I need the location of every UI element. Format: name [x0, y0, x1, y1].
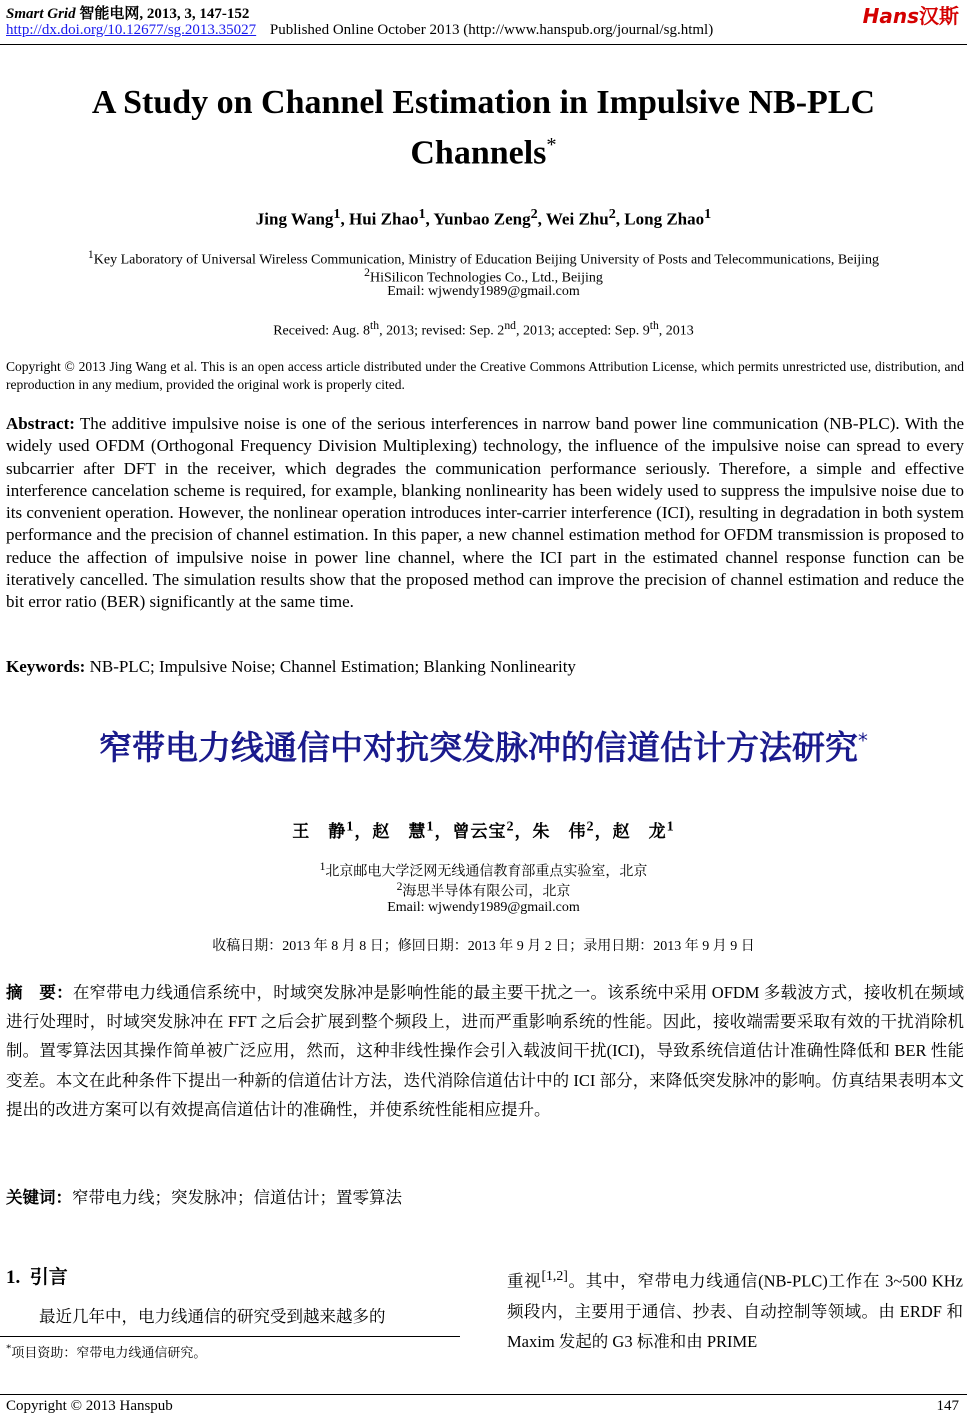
section-heading	[6, 1262, 68, 1289]
aff-2-cn-sup: 2	[396, 880, 403, 893]
journal-meta: 智能电网, 2013, 3, 147-152	[79, 6, 250, 22]
author-cn-name: 曾云宝	[452, 822, 507, 841]
title-cn-mark: *	[858, 729, 868, 752]
author-en-separator: ,	[425, 209, 434, 229]
abstract-en	[6, 413, 964, 614]
footnote-text: 项目资助：窄带电力线通信研究。	[11, 1345, 207, 1360]
header-divider	[0, 44, 967, 45]
email-cn: Email: wjwendy1989@gmail.com	[387, 900, 580, 915]
aff-2-text: HiSilicon Technologies Co., Ltd., Beijing	[369, 270, 603, 286]
author-en-name: Jing Wang	[255, 209, 334, 229]
author-cn-name: 赵 慧	[372, 822, 427, 841]
author-en-name: Hui Zhao	[349, 209, 419, 229]
author-cn-name: 朱 伟	[532, 822, 587, 841]
abstract-label: Abstract:	[6, 414, 75, 433]
keywords-text: NB-PLC; Impulsive Noise; Channel Estimation; Blanking Nonlinearity	[89, 657, 576, 676]
received-dates-cn: 收稿日期：2013 年 8 月 8 日；修回日期：2013 年 9 月 2 日；录用日期：2013 年 9 月 9 日	[212, 939, 755, 954]
footnote-divider	[0, 1336, 460, 1337]
keywords-cn-text: 窄带电力线；突发脉冲；信道估计；置零算法	[72, 1188, 402, 1207]
recv-part-4: , 2013	[658, 323, 694, 339]
right-text-2: 。其中，窄带电力线通信(NB-PLC)工作在 3~500 KHz 频段内，主要用于通信、抄表、自动控制等领域。由 ERDF 和 Maxim 发起的 G3 标准和由 PRIME	[507, 1271, 964, 1351]
aff-2-sup: 2	[364, 266, 370, 279]
publisher-logo	[863, 0, 959, 29]
recv-part-3: , 2013; accepted: Sep. 9	[515, 323, 650, 339]
author-en-separator: ,	[340, 209, 349, 229]
email-en: Email: wjwendy1989@gmail.com	[387, 284, 580, 299]
author-cn-sup: 1	[346, 818, 355, 835]
footnote	[6, 1342, 206, 1361]
author-en-separator: ,	[615, 209, 625, 229]
keywords-cn-label: 关键词：	[6, 1188, 72, 1207]
section-title: 引言	[29, 1266, 68, 1288]
keywords-cn	[6, 1184, 402, 1208]
recv-part-1: Received: Aug. 8	[273, 323, 371, 339]
author-en-name: Long Zhao	[624, 209, 705, 229]
body-right-column	[507, 1261, 963, 1357]
recv-sup-2: nd	[504, 319, 516, 332]
author-cn-name: 王 静	[292, 822, 347, 841]
author-en-separator: ,	[537, 209, 546, 229]
author-en-sup: 1	[418, 206, 426, 222]
title-line-2	[0, 124, 967, 174]
keywords-en	[6, 657, 576, 677]
footer-copyright: Copyright © 2013 Hanspub	[6, 1398, 173, 1414]
author-en-sup: 2	[530, 206, 538, 222]
author-list-cn	[0, 817, 967, 842]
author-cn-separator: ，	[594, 822, 613, 841]
paper-title-cn	[0, 722, 967, 769]
author-cn-name: 赵 龙	[612, 822, 667, 841]
abstract-cn	[6, 978, 964, 1124]
author-en-name: Yunbao Zeng	[433, 209, 531, 229]
footnote-mark: *	[6, 1342, 12, 1355]
aff-1-cn-text: 北京邮电大学泛网无线通信教育部重点实验室，北京	[325, 864, 648, 880]
logo-brand: Hans	[862, 4, 919, 28]
aff-1-cn-sup: 1	[319, 860, 326, 873]
doi-line	[6, 22, 713, 39]
journal-name: Smart Grid	[6, 6, 76, 22]
citation-ref: [1,2]	[541, 1268, 568, 1283]
aff-1-text: Key Laboratory of Universal Wireless Communication, Ministry of Education Beijing University of Posts and Telecommunications, Beijing	[93, 252, 880, 268]
recv-sup-1: th	[370, 319, 380, 332]
author-en-sup: 1	[704, 206, 712, 222]
received-dates-en	[0, 319, 967, 340]
author-en-name: Wei Zhu	[545, 209, 609, 229]
abstract-cn-text: 在窄带电力线通信系统中，时域突发脉冲是影响性能的最主要干扰之一。该系统中采用 OFDM 多载波方式，接收机在频域进行处理时，时域突发脉冲在 FFT 之后会扩展到整个频段上，进而严重影响系统的性能。因此，接收端需要采取有效的干扰消除机制。置零算法因其操作简单被广泛应用，然而，这种非线性操作会引入载波间干扰(ICI)，导致系统信道估计准确性降低和 BER 性能变差。本文在此种条件下提出一种新的信道估计方法，迭代消除信道估计中的 ICI 部分，来降低突发脉冲的影响。仿真结果表明本文提出的改进方案可以有效提高信道估计的准确性，并使系统性能相应提升。	[6, 983, 964, 1119]
aff-2-cn-text: 海思半导体有限公司，北京	[402, 884, 571, 900]
keywords-label: Keywords:	[6, 657, 86, 676]
journal-header	[6, 2, 249, 23]
abstract-cn-label: 摘 要：	[6, 983, 73, 1002]
title-footnote-mark: *	[546, 134, 557, 156]
author-cn-sup: 1	[426, 818, 435, 835]
author-cn-separator: ，	[354, 822, 373, 841]
title-cn-text: 窄带电力线通信中对抗突发脉冲的信道估计方法研究	[99, 728, 859, 767]
abstract-text: The additive impulsive noise is one of the serious interferences in narrow band power line communication (NB-PLC). With the widely used OFDM (Orthogonal Frequency Division Multiplexing) technology, the influence of the impulsive noise can spread to every subcarrier after DFT in the receiver, which degrades the communication performance seriously. Therefore, a simple and effective interference cancelation scheme is required, for example, blanking nonlinearity has been widely used to suppress the impulsive noise due to its convenient operation. However, the nonlinear operation introduces inter-carrier interference (ICI), resulting in degradation in both system performance and the precision of channel estimation. In this paper, a new channel estimation method for OFDM transmission is proposed to reduce the affection of impulsive noise in power line channel, where the ICI part in the estimated channel response function can be iteratively cancelled. The simulation results show that the proposed method can improve the precision of channel estimation and reduce the bit error ratio (BER) significantly at the same time.	[6, 414, 964, 612]
paper-title-en	[0, 82, 967, 174]
recv-part-2: , 2013; revised: Sep. 2	[379, 323, 505, 339]
doi-link[interactable]: http://dx.doi.org/10.12677/sg.2013.35027	[6, 22, 257, 38]
title-line-1: A Study on Channel Estimation in Impulsive NB-PLC	[91, 84, 876, 121]
author-cn-sup: 2	[586, 818, 595, 835]
page-number: 147	[936, 1398, 959, 1414]
author-en-sup: 1	[333, 206, 341, 222]
recv-sup-3: th	[649, 319, 659, 332]
published-online: Published Online October 2013 (http://www.hanspub.org/journal/sg.html)	[269, 22, 714, 38]
author-cn-separator: ，	[434, 822, 453, 841]
footer-divider	[0, 1394, 967, 1395]
copyright-notice: Copyright © 2013 Jing Wang et al. This is an open access article distributed under the Creative Commons Attribution License, which permits unrestricted use, distribution, and reproduction in any medium, provided the original work is properly cited.	[6, 359, 964, 392]
logo-cn: 汉斯	[919, 4, 959, 28]
author-en-sup: 2	[608, 206, 616, 222]
body-left-column: 最近几年中，电力线通信的研究受到越来越多的	[39, 1307, 386, 1326]
section-number: 1.	[6, 1267, 21, 1288]
aff-1-sup: 1	[87, 248, 94, 261]
author-cn-sup: 2	[506, 818, 515, 835]
author-cn-separator: ，	[514, 822, 533, 841]
author-cn-sup: 1	[666, 818, 675, 835]
author-list-en	[0, 206, 967, 230]
title-line-2-text: Channels	[410, 134, 547, 172]
right-text-1: 重视	[507, 1271, 542, 1291]
